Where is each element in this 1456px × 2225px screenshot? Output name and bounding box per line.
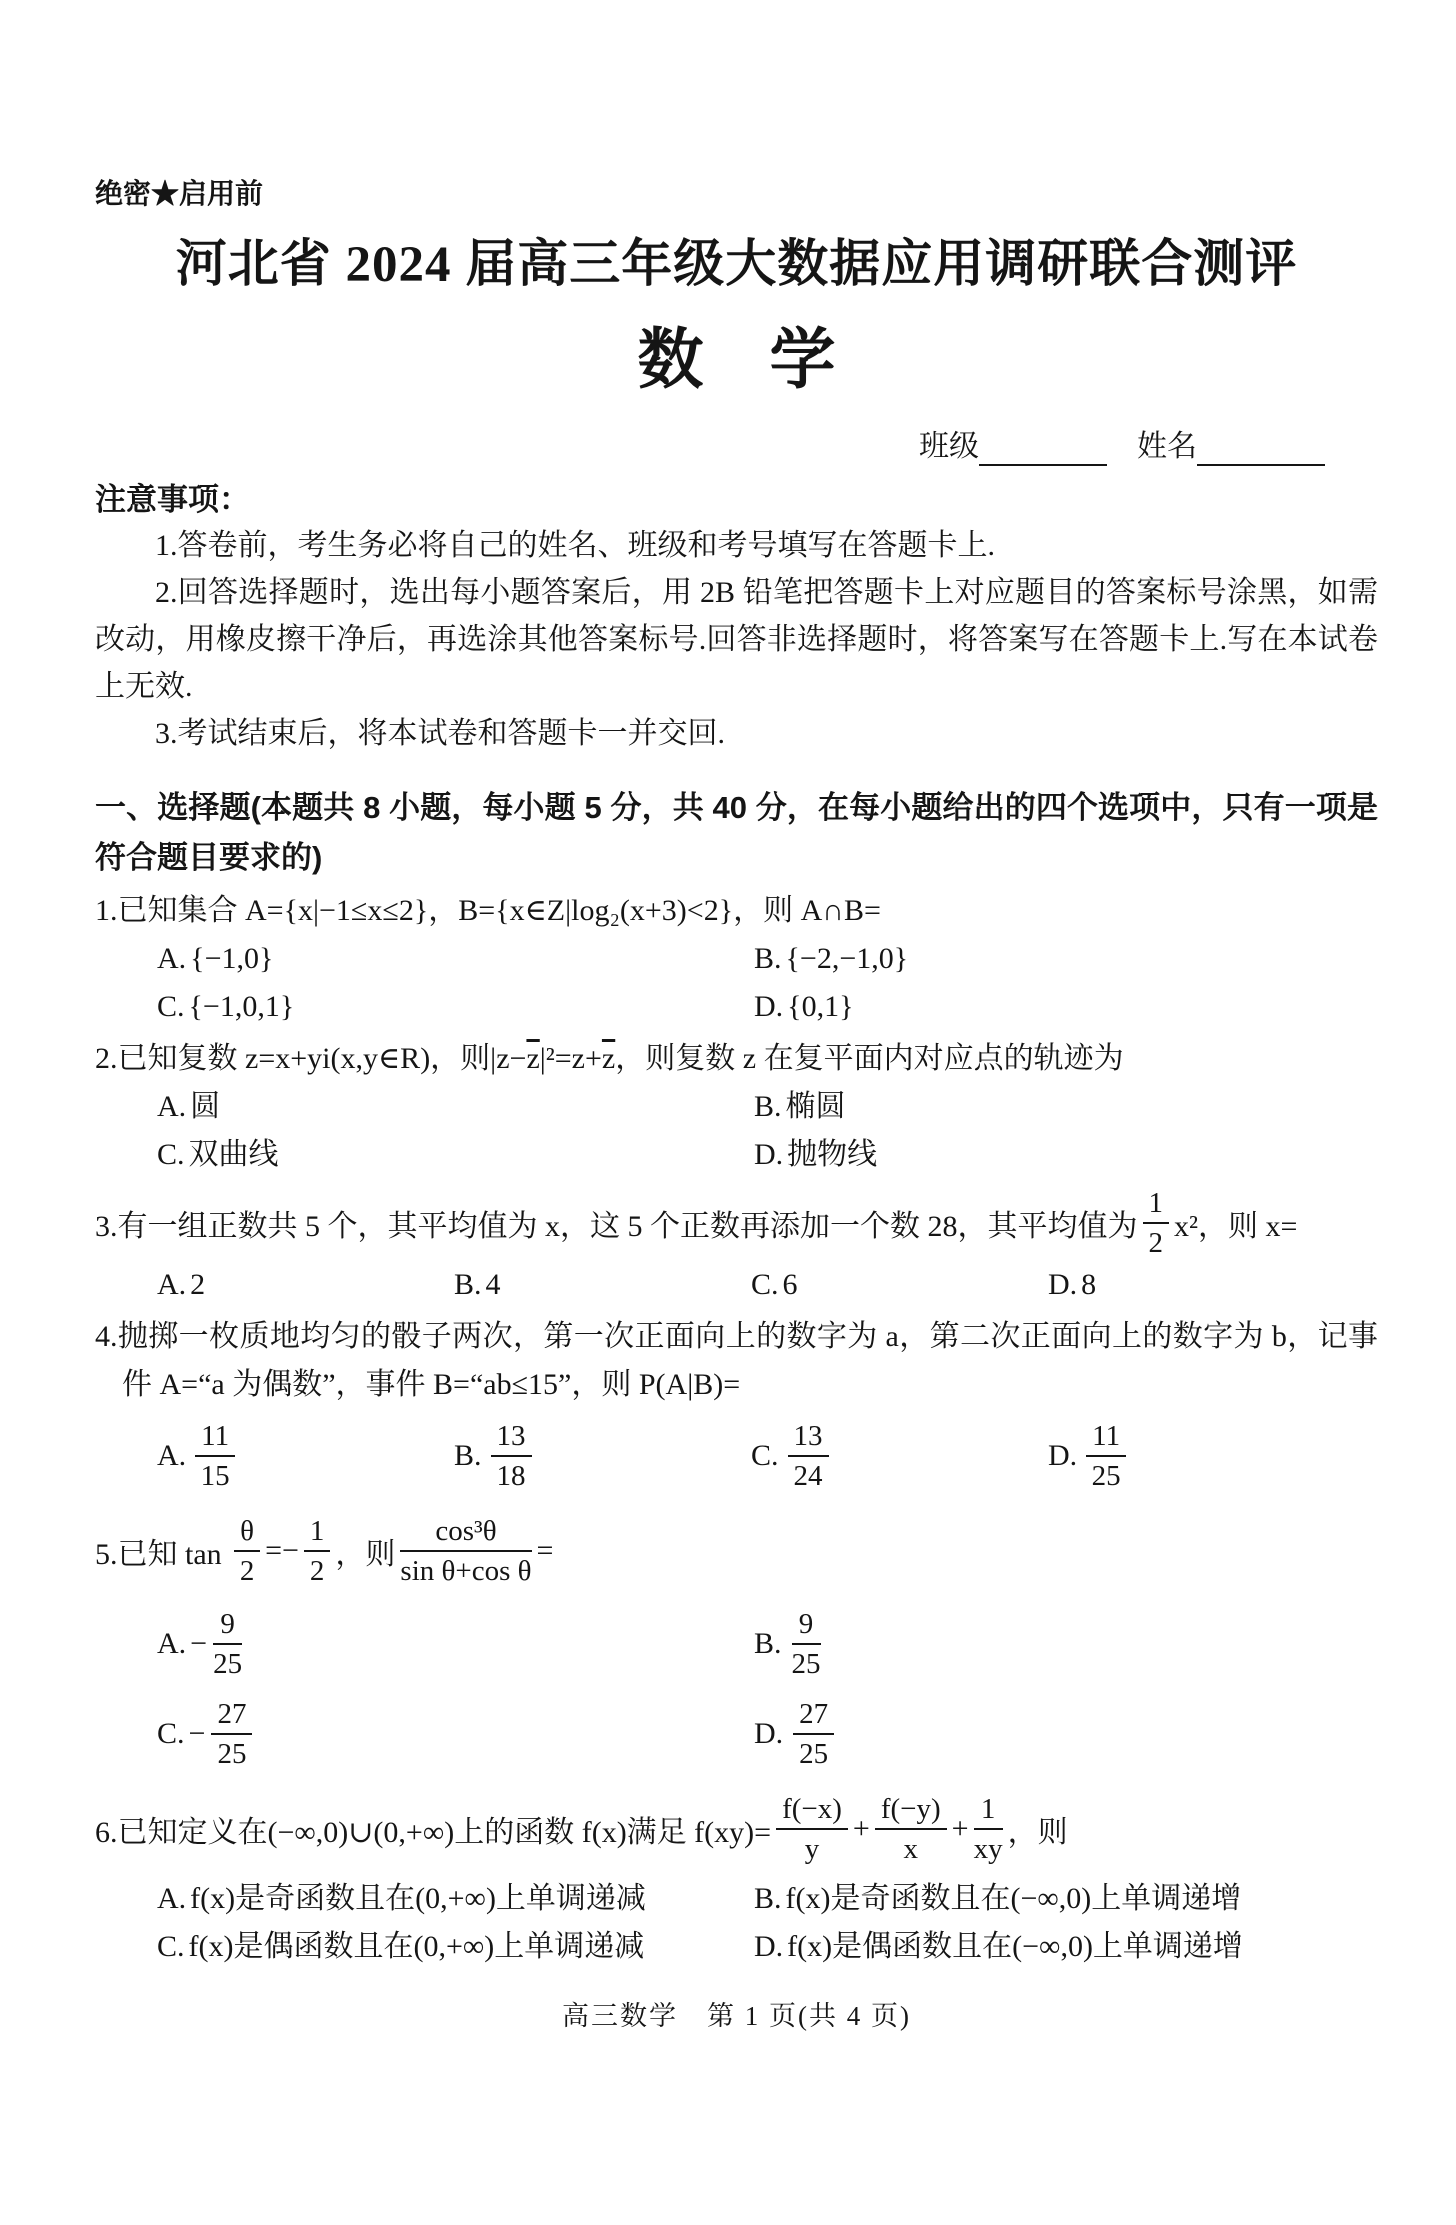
fraction <box>211 1697 252 1771</box>
option-text: 4 <box>485 1268 501 1301</box>
subject-title: 数 学 <box>637 322 836 396</box>
question-2-options-row-2 <box>157 1131 1378 1179</box>
fraction-denominator: 25 <box>791 1648 821 1680</box>
question-3-options-row <box>157 1261 1378 1309</box>
option-label: D. <box>754 1138 784 1171</box>
question-6-stem <box>95 1783 1378 1875</box>
question-1-stem: 1.已知集合 A={x|−1≤x≤2}，B={x∈Z|log₂(x+3)<2}，则 A∩B= <box>95 894 881 927</box>
notice-item-3: 3.考试结束后，将本试卷和答题卡一并交回. <box>155 717 725 750</box>
question-6-options-row-1 <box>157 1875 1378 1923</box>
fraction-numerator: 1 <box>304 1514 331 1552</box>
option-d <box>754 1923 1243 1971</box>
stem-text: 6.已知定义在(−∞,0)∪(0,+∞)上的函数 f(x)满足 f(xy)= <box>95 1816 772 1849</box>
option-a <box>157 1413 454 1499</box>
page-footer: 高三数学 第 1 页(共 4 页) <box>562 2001 911 2031</box>
option-label: A. <box>157 942 187 975</box>
option-text: f(x)是奇函数且在(0,+∞)上单调递减 <box>190 1882 646 1915</box>
question-5-stem <box>95 1505 1378 1597</box>
fraction <box>234 1514 260 1588</box>
notice-heading: 注意事项： <box>95 482 250 517</box>
option-d <box>754 1691 839 1777</box>
fraction-denominator: 25 <box>213 1648 243 1680</box>
question-4-stem: 4.抛掷一枚质地均匀的骰子两次，第一次正面向上的数字为 a，第二次正面向上的数字为 b，记事件 A=“a 为偶数”，事件 B=“ab≤15”，则 P(A|B)= <box>95 1320 1378 1401</box>
stem-text: x²，则 x= <box>1174 1210 1298 1243</box>
fraction-denominator: 24 <box>793 1460 823 1492</box>
fraction-denominator: 25 <box>799 1738 829 1770</box>
option-label: B. <box>754 942 782 975</box>
fraction-denominator: 25 <box>217 1738 247 1770</box>
fraction <box>788 1419 829 1493</box>
option-a <box>157 935 754 983</box>
option-label: A. <box>157 1439 187 1472</box>
option-label: C. <box>157 1138 185 1171</box>
fraction-denominator: y <box>804 1833 820 1865</box>
option-b <box>454 1413 751 1499</box>
fraction-denominator: 2 <box>239 1555 255 1587</box>
fraction <box>1143 1186 1170 1260</box>
option-label: C. <box>157 1717 185 1750</box>
stem-text: |²=z+ <box>539 1042 602 1075</box>
fraction <box>792 1607 821 1681</box>
option-text: 椭圆 <box>785 1090 846 1123</box>
z-conjugate: $\overline{z}$ <box>601 1042 616 1075</box>
fraction-numerator: 1 <box>974 1792 1003 1830</box>
fraction-numerator: f(−y) <box>875 1792 947 1830</box>
option-text: 8 <box>1081 1268 1097 1301</box>
fraction <box>974 1792 1003 1866</box>
option-d <box>754 983 853 1031</box>
option-c <box>751 1261 1048 1309</box>
fraction-denominator: 25 <box>1091 1460 1121 1492</box>
option-label: D. <box>754 990 784 1023</box>
option-c <box>157 1131 754 1179</box>
name-label: 姓名 <box>1137 430 1197 463</box>
fraction-denominator: 2 <box>309 1555 325 1587</box>
fraction-numerator: 1 <box>1143 1186 1170 1224</box>
option-label: A. <box>157 1090 187 1123</box>
option-label: A. <box>157 1882 187 1915</box>
option-label: D. <box>754 1930 784 1963</box>
option-label: B. <box>754 1882 782 1915</box>
question-3-stem <box>95 1185 1378 1261</box>
stem-text: = <box>536 1534 554 1567</box>
fraction-numerator: 9 <box>792 1607 821 1645</box>
fraction <box>875 1792 947 1866</box>
fraction-numerator: 11 <box>195 1419 235 1457</box>
fraction <box>195 1419 235 1493</box>
question-6-options-row-2 <box>157 1923 1378 1971</box>
fraction <box>491 1419 532 1493</box>
option-label: A. <box>157 1268 187 1301</box>
stem-text: 3.有一组正数共 5 个，其平均值为 x，这 5 个正数再添加一个数 28，其平均值为 <box>95 1210 1138 1243</box>
fraction-numerator: cos³θ <box>400 1514 531 1552</box>
fraction-denominator: 18 <box>496 1460 526 1492</box>
option-b <box>454 1261 751 1309</box>
option-label: D. <box>754 1717 784 1750</box>
option-a <box>157 1261 454 1309</box>
exam-page <box>0 178 1456 2033</box>
question-2-options-row-1 <box>157 1083 1378 1131</box>
option-text: {0,1} <box>787 990 854 1023</box>
class-blank-field <box>979 430 1107 466</box>
option-text: 6 <box>782 1268 798 1301</box>
option-text: 抛物线 <box>787 1138 878 1171</box>
minus-sign: − <box>188 1717 206 1750</box>
z-conjugate: $\overline{z}$ <box>526 1042 540 1075</box>
option-c <box>157 1691 754 1777</box>
option-label: D. <box>1048 1439 1078 1472</box>
fraction <box>400 1514 531 1588</box>
option-text: {−1,0} <box>190 942 274 975</box>
fraction-numerator: θ <box>234 1514 260 1552</box>
option-label: C. <box>751 1439 779 1472</box>
question-2-stem <box>95 1035 1378 1083</box>
option-text: f(x)是偶函数且在(−∞,0)上单调递增 <box>787 1930 1243 1963</box>
option-label: C. <box>157 990 185 1023</box>
option-a <box>157 1083 754 1131</box>
fraction <box>1086 1419 1126 1493</box>
question-4-options-row <box>157 1413 1378 1499</box>
question-5-options-row-1 <box>157 1601 1378 1687</box>
stem-text: 2.已知复数 z=x+yi(x,y∈R)，则|z− <box>95 1042 527 1075</box>
notice-item-1: 1.答卷前，考生务必将自己的姓名、班级和考号填写在答题卡上. <box>155 529 995 562</box>
option-b <box>754 1875 1241 1923</box>
fraction-numerator: 11 <box>1086 1419 1126 1457</box>
minus-sign: − <box>190 1627 208 1660</box>
fraction-numerator: f(−x) <box>776 1792 848 1830</box>
option-label: C. <box>751 1268 779 1301</box>
section-heading: 一、选择题(本题共 8 小题，每小题 5 分，共 40 分，在每小题给出的四个选项中，只有一项是符合题目要求的) <box>95 790 1378 875</box>
fraction-numerator: 9 <box>213 1607 242 1645</box>
question-1-options-row-2 <box>157 983 1378 1031</box>
plus-sign: + <box>951 1812 969 1845</box>
option-text: f(x)是奇函数且在(−∞,0)上单调递增 <box>785 1882 1242 1915</box>
plus-sign: + <box>852 1812 870 1845</box>
option-d <box>1048 1413 1131 1499</box>
option-d <box>1048 1261 1096 1309</box>
fraction-denominator: 2 <box>1148 1227 1163 1259</box>
notice-item-2: 2.回答选择题时，选出每小题答案后，用 2B 铅笔把答题卡上对应题目的答案标号涂黑，如需改动，用橡皮擦干净后，再选涂其他答案标号.回答非选择题时，将答案写在答题卡上.写在本试卷上无效. <box>95 576 1378 703</box>
exam-title: 河北省 2024 届高三年级大数据应用调研联合测评 <box>175 237 1298 293</box>
option-label: B. <box>454 1268 482 1301</box>
option-label: C. <box>157 1930 185 1963</box>
fraction <box>213 1607 242 1681</box>
option-text: f(x)是偶函数且在(0,+∞)上单调递减 <box>188 1930 645 1963</box>
fraction-denominator: xy <box>973 1833 1003 1865</box>
option-label: B. <box>754 1627 782 1660</box>
stem-text: ，则复数 z 在复平面内对应点的轨迹为 <box>615 1042 1124 1075</box>
option-b <box>754 1083 846 1131</box>
option-label: B. <box>754 1090 782 1123</box>
fraction-denominator: 15 <box>200 1460 230 1492</box>
option-text: {−2,−1,0} <box>785 942 909 975</box>
fraction <box>304 1514 331 1588</box>
option-text: 圆 <box>190 1090 221 1123</box>
fraction-denominator: x <box>903 1833 918 1865</box>
stem-text: ，则 <box>335 1538 396 1571</box>
security-banner: 绝密★启用前 <box>95 179 264 210</box>
option-c <box>751 1413 1048 1499</box>
name-blank-field <box>1197 430 1325 466</box>
fraction-denominator: sin θ+cos θ <box>400 1555 532 1587</box>
option-c <box>157 1923 754 1971</box>
option-b <box>754 1601 826 1687</box>
question-1-options-row-1 <box>157 935 1378 983</box>
option-text: 双曲线 <box>188 1138 279 1171</box>
option-a <box>157 1601 754 1687</box>
fraction <box>776 1792 848 1866</box>
option-d <box>754 1131 877 1179</box>
option-text: 2 <box>190 1268 206 1301</box>
option-b <box>754 935 908 983</box>
option-label: A. <box>157 1627 187 1660</box>
student-id-line <box>95 428 1378 466</box>
stem-text: =− <box>265 1534 299 1567</box>
option-label: B. <box>454 1439 482 1472</box>
question-5-options-row-2 <box>157 1691 1378 1777</box>
fraction-numerator: 13 <box>491 1419 532 1457</box>
stem-text: 5.已知 tan <box>95 1538 230 1571</box>
fraction-numerator: 27 <box>793 1697 834 1735</box>
option-a <box>157 1875 754 1923</box>
class-label: 班级 <box>919 430 979 463</box>
fraction-numerator: 13 <box>788 1419 829 1457</box>
option-c <box>157 983 754 1031</box>
option-text: {−1,0,1} <box>188 990 295 1023</box>
fraction-numerator: 27 <box>211 1697 252 1735</box>
stem-text: ，则 <box>1007 1816 1068 1849</box>
fraction <box>793 1697 834 1771</box>
option-label: D. <box>1048 1268 1078 1301</box>
